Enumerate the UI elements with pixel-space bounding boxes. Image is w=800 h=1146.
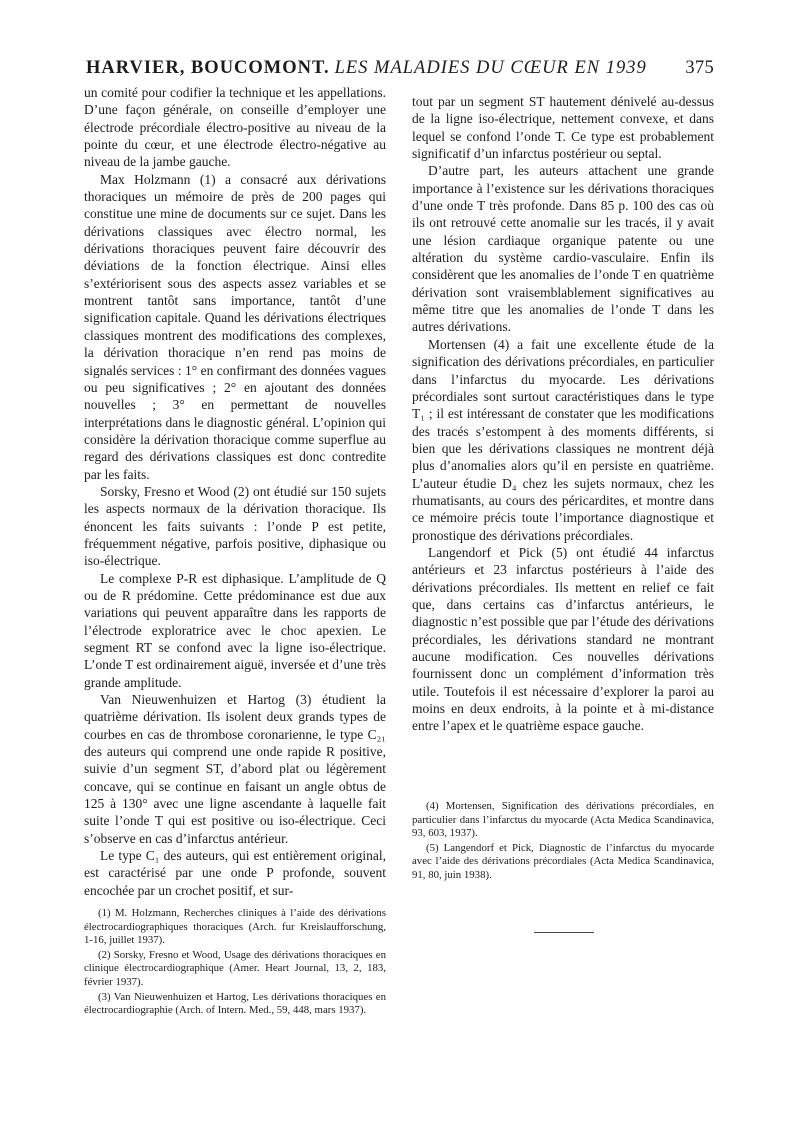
paragraph: Langendorf et Pick (5) ont étudié 44 infarctus antérieurs et 23 infarctus postérieurs à l’aide des dérivations précordiales. Ils mettent en relief ce fait que, dans certains cas d’infarctus antérieurs, le diagnostic n’est possible que par l’étude des dérivations précordiales, les dérivations standard ne montrant aucune modification. Ces nouvelles dérivations fournissent donc un complément d’information très utile. Toutefois il est nécessaire d’explorer la paroi au moins en deux endroits, à la pointe et à mi-distance entre l’apex et le quatrième espace gauche. <box>412 544 714 734</box>
running-header-title: LES MALADIES DU CŒUR EN 1939 <box>334 58 647 78</box>
paragraph: tout par un segment ST hautement dénivelé au-dessus de la ligne iso-électrique, nettement convexe, et dans lequel se confond l’onde T. Ce type est probablement significatif d’un infarctus postérieur ou septal. <box>412 94 714 162</box>
section-divider <box>534 932 594 933</box>
running-header <box>86 58 714 86</box>
paragraph: un comité pour codifier la technique et les appellations. D’une façon générale, on conseille d’employer une électrode précordiale électro-positive au niveau de la pointe du cœur, et une électrode électro-négative au niveau de la jambe gauche. <box>84 85 386 170</box>
paragraph: Van Nieuwenhuizen et Hartog (3) étudient la quatrième dérivation. Ils isolent deux grands types de courbes en cas de thrombose coronarienne, le type C₂₁ des auteurs qui comprend une onde rapide R positive, suivie d’un segment ST, d’abord plat ou légèrement concave, qui se continue en faisant un angle obtus de 125 à 130° avec une ligne ascendante à laquelle fait suite l’onde T qui est positive ou iso-électrique. Ceci s’observe en cas d’infarctus antérieur. <box>84 692 386 846</box>
footnote: (4) Mortensen, Signification des dérivations précordiales, en particulier dans l’infarctus du myocarde (Acta Medica Scandinavica, 93, 603, 1937). <box>412 800 714 840</box>
paragraph: Sorsky, Fresno et Wood (2) ont étudié sur 150 sujets les aspects normaux de la dérivation thoracique. Ils énoncent les faits suivants : l’onde P est petite, fréquemment négative, parfois positive, diphasique ou iso-électrique. <box>84 483 386 569</box>
page-number: 375 <box>685 58 714 78</box>
footnotes-left <box>84 907 386 1019</box>
left-column <box>84 84 386 899</box>
paragraph: Le complexe P-R est diphasique. L’amplitude de Q ou de R prédomine. Cette prédominance est due aux variations qui peuvent apparaître dans les rapports de l’électrode exploratrice avec le choc apexien. Le segment RT se confond avec la ligne iso-électrique. L’onde T est ordinairement aiguë, inversée et d’une très grande amplitude. <box>84 570 386 690</box>
running-header-authors: HARVIER, BOUCOMONT. <box>86 58 330 78</box>
footnote: (5) Langendorf et Pick, Diagnostic de l’infarctus du myocarde avec l’aide des dérivations précordiales (Acta Medica Scandinavica, 91, 80, juin 1938). <box>412 841 714 881</box>
paragraph: Mortensen (4) a fait une excellente étude de la signification des dérivations précordiales, en particulier dans l’infarctus du myocarde. Les dérivations précordiales sont surtout caractéristiques dans le type T₁ ; il est intéressant de constater que les modifications des tracés s’estompent à des moments différents, si bien que les dérivations classiques ne montrent déjà plus d’anomalies alors qu’il en persiste en quatrième. L’auteur étudie D₄ chez les sujets normaux, chez les rhumatisants, au cours des péricardites, et montre dans ce mémoire précis toute l’importance diagnostique et pronostique des dérivations précordiales. <box>412 336 714 543</box>
paragraph: Le type C₁ des auteurs, qui est entièrement original, est caractérisé par une onde P profonde, souvent encochée par un crochet positif, et sur- <box>84 848 386 898</box>
paragraph: D’autre part, les auteurs attachent une grande importance à l’existence sur les dérivations thoraciques d’une onde T très profonde. Dans 85 p. 100 des cas où ils ont retrouvé cette anomalie sur les tracés, il y avait une lésion cardiaque organique patente ou une altération du système cardio-vasculaire. Enfin ils considèrent que les anomalies de l’onde T en quatrième dérivation sont vraisemblablement significatives au même titre que les anomalies de l’onde T dans les autres dérivations. <box>412 163 714 335</box>
footnote: (3) Van Nieuwenhuizen et Hartog, Les dérivations thoraciques en électrocardiographie (Arch. of Intern. Med., 59, 448, mars 1937). <box>84 990 386 1017</box>
paragraph: Max Holzmann (1) a consacré aux dérivations thoraciques un mémoire de près de 200 pages qui constitue une mine de documents sur ce sujet. Dans les dérivations classiques avec électro normal, les dérivations thoraciques peuvent faire découvrir des déviations de la fonction électrique. Ainsi elles s’extériorisent sous des aspects assez variables et se montrent tantôt sans importance, tantôt d’une signification capitale. Quand les dérivations électriques classiques montrent des modifications des complexes, la dérivation thoracique n’en rend pas moins de signalés services : 1° en confirmant des données vagues ou peu significatives ; 2° en ajoutant des données nouvelles ; 3° en permettant de nouvelles interprétations dans le diagnostic général. L’opinion qui considère la dérivation thoracique comme superflue au regard des dérivations classiques est donc contredite par les faits. <box>84 171 386 482</box>
footnotes-right <box>412 800 714 884</box>
right-column <box>412 93 714 735</box>
footnote: (1) M. Holzmann, Recherches cliniques à l’aide des dérivations électrocardiographiques thoraciques (Arch. fur Kreislaufforschung, 1-16, juillet 1937). <box>84 907 386 947</box>
footnote: (2) Sorsky, Fresno et Wood, Usage des dérivations thoraciques en clinique électrocardiographique (Amer. Heart Journal, 13, 2, 183, février 1937). <box>84 948 386 988</box>
